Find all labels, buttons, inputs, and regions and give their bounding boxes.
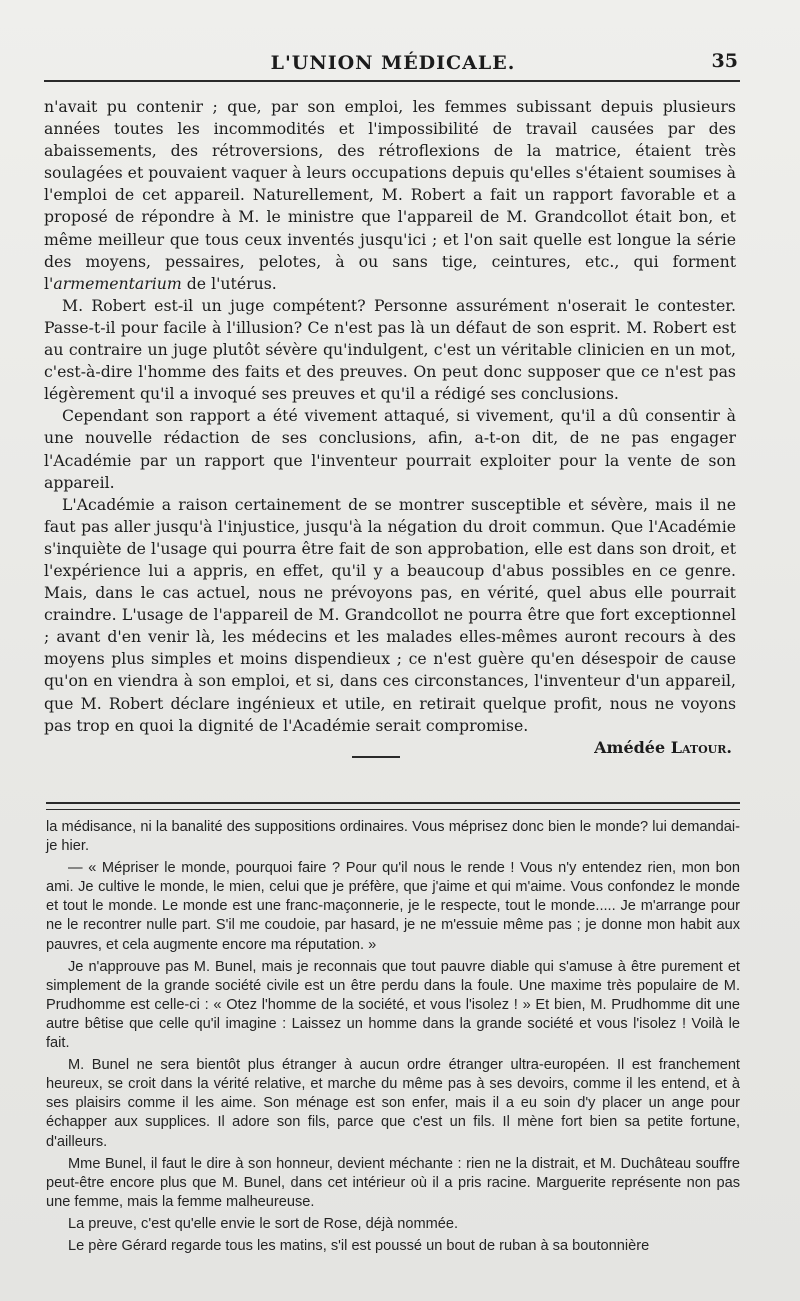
feuilleton-paragraph: La preuve, c'est qu'elle envie le sort de Rose, déjà nommée.: [68, 1215, 459, 1232]
article-paragraph: L'Académie a raison certainement de se montrer susceptible et sévère, mais il ne faut pas aller jusqu'à l'injustice, jusqu'à la négation du droit commun. Que l'Académie s'inquiète de l'usage qui pourra être fait de son approbation, elle est dans son droit, et l'expérience lui a appris, en effet, qu'il y a beaucoup d'abus possibles en ce genre. Mais, dans le cas actuel, nous ne prévoyons pas, en vérité, quel abus elle pourrait craindre. L'usage de l'appareil de M. Grandcollot ne pourra être que fort exceptionnel ; avant d'en venir là, les médecins et les malades elles-mêmes auront recours à des moyens plus simples et moins dispendieux ; ce n'est guère qu'en désespoir de cause qu'on en viendra à son emploi, et si, dans ces circonstances, l'inventeur d'un appareil, que M. Robert déclare ingénieux et utile, en retirait quelque profit, nous ne voyons pas trop en quoi la dignité de l'Académie serait compromise.: [44, 494, 736, 735]
article-paragraph: n'avait pu contenir ; que, par son emploi, les femmes subissant depuis plusieurs années toutes les incommodités et l'impossibilité de travail causées par des abaissements, des rétroversions, des rétroflexions de la matrice, étaient très soulagées et pouvaient vaquer à leurs occupations depuis qu'elles s'étaient soumises à l'emploi de cet appareil. Naturellement, M. Robert a fait un rapport favorable et a proposé de répondre à M. le ministre que l'appareil de M. Grandcollot était bon, et même meilleur que tous ceux inventés jusqu'ici ; et l'on sait quelle est longue la série des moyens, pessaires, pelotes, à ou sans tige, ceintures, etc., qui forment l'armementarium de l'utérus.: [44, 97, 736, 293]
page-header: [48, 50, 738, 78]
author-signature: Amédée Latour.: [594, 737, 732, 757]
header-rule: [44, 80, 740, 82]
italic-term: armementarium: [53, 273, 182, 293]
feuilleton-paragraph: Mme Bunel, il faut le dire à son honneur, devient méchante : rien ne la distrait, et M. Duchâteau souffre peut-être encore plus que M. Bunel, dans cet intérieur où il a pris racine. Marguerite représente non pas une femme, mais la femme malheureuse.: [46, 1155, 740, 1210]
feuilleton-paragraph: la médisance, ni la banalité des suppositions ordinaires. Vous méprisez donc bien le monde? lui demandai-je hier.: [46, 819, 740, 855]
running-title: L'UNION MÉDICALE.: [270, 52, 516, 74]
article-body: [44, 96, 736, 759]
article-paragraph: Cependant son rapport a été vivement attaqué, si vivement, qu'il a dû consentir à une nouvelle rédaction de ses conclusions, afin, a-t-on dit, de ne pas engager l'Académie par un rapport que l'inventeur pourrait exploiter pour la vente de son appareil.: [44, 406, 736, 492]
section-separator: [352, 756, 400, 758]
feuilleton-paragraph: Le père Gérard regarde tous les matins, s'il est poussé un bout de ruban à sa boutonnière: [68, 1237, 650, 1254]
page-number: 35: [711, 50, 738, 72]
feuilleton-rule: [46, 802, 740, 810]
feuilleton-paragraph: — « Mépriser le monde, pourquoi faire ? Pour qu'il nous le rende ! Vous n'y entendez rien, mon bon ami. Je cultive le monde, le mien, celui que je préfère, que j'aime et qui m'aime. Vous confondez le monde et tout le monde. Le monde est une franc-maçonnerie, je le respecte, tout le monde..... Je m'arrange pour ne le recontrer nulle part. S'il me coudoie, par hasard, je ne m'essuie même pas ; je donne mon habit aux pauvres, et cela augmente encore ma réputation. »: [46, 860, 740, 953]
feuilleton-paragraph: Je n'approuve pas M. Bunel, mais je reconnais que tout pauvre diable qui s'amuse à être purement et simplement de la grande société civile est un être perdu dans la foule. Une maxime très populaire de M. Prudhomme est celle-ci : « Otez l'homme de la société, et vous l'isolez ! » Et bien, M. Prudhomme dit une autre bêtise que celle qu'il imagine : Laissez un homme dans la grande société et vous l'isolez ! Voilà le fait.: [46, 958, 740, 1052]
feuilleton-body: [46, 818, 740, 1259]
article-paragraph: M. Robert est-il un juge compétent? Personne assurément n'oserait le contester. Passe-t-il pour facile à l'illusion? Ce n'est pas là un défaut de son esprit. M. Robert est au contraire un juge plutôt sévère qu'indulgent, c'est un véritable clinicien en un mot, c'est-à-dire l'homme des faits et des preuves. On peut donc supposer que ce n'est pas légèrement qu'il a invoqué ses preuves et qu'il a rédigé ses conclusions.: [44, 295, 736, 404]
feuilleton-paragraph: M. Bunel ne sera bientôt plus étranger à aucun ordre étranger ultra-européen. Il est franchement heureux, se croit dans la vérité relative, et marche du même pas à ses devoirs, comme il les entend, et à ses plaisirs comme il les aime. Son ménage est son enfer, mais il a eu soin d'y placer un ange pour échapper aux supplices. Il adore son fils, parce que c'est un fils. Il mène fort bien sa petite fortune, d'ailleurs.: [46, 1057, 740, 1150]
